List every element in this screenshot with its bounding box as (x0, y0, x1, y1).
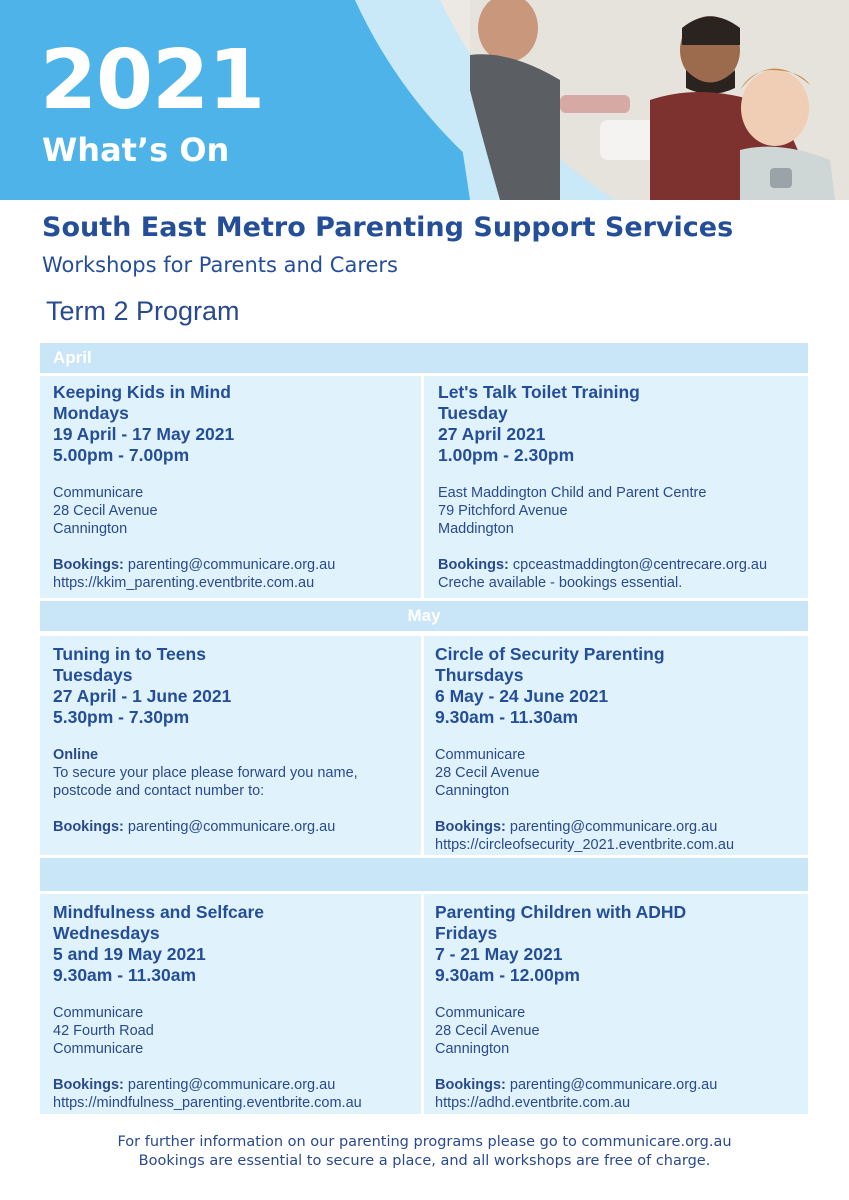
organization-title: South East Metro Parenting Support Services (42, 212, 734, 243)
instruction-line: To secure your place please forward you name, (53, 765, 358, 781)
bookings-email[interactable]: parenting@communicare.org.au (127, 557, 336, 573)
month-bar-blank (40, 858, 808, 891)
workshop-card (424, 376, 808, 598)
workshop-title: Mindfulness and Selfcare (53, 902, 265, 922)
workshop-dates: 27 April - 1 June 2021 (53, 686, 232, 706)
location-line: Communicare (53, 1041, 144, 1057)
workshop-time: 9.30am - 11.30am (53, 965, 197, 985)
month-bar-april: April (40, 343, 808, 373)
creche-note: Creche available - bookings essential. (438, 575, 683, 591)
organization-subtitle: Workshops for Parents and Carers (42, 253, 398, 277)
bookings-email[interactable]: parenting@communicare.org.au (509, 1077, 718, 1093)
workshop-card (424, 894, 808, 1114)
bookings-email[interactable]: parenting@communicare.org.au (127, 819, 336, 835)
location-line: 79 Pitchford Avenue (438, 503, 568, 519)
footer-note: Bookings are essential to secure a place, and all workshops are free of charge. (138, 1153, 711, 1169)
year-heading: 2021 (40, 33, 265, 128)
workshop-card (424, 636, 808, 855)
workshop-day: Thursdays (435, 665, 524, 685)
booking-link[interactable]: https://kkim_parenting.eventbrite.com.au (53, 575, 315, 591)
location-line: 42 Fourth Road (53, 1023, 154, 1039)
location-line: 28 Cecil Avenue (435, 1023, 540, 1039)
location-line: Cannington (435, 1041, 510, 1057)
workshop-time: 5.00pm - 7.00pm (53, 445, 190, 465)
workshop-dates: 6 May - 24 June 2021 (435, 686, 609, 706)
booking-link[interactable]: https://adhd.eventbrite.com.au (435, 1095, 631, 1111)
workshop-card (40, 894, 421, 1114)
location-line: East Maddington Child and Parent Centre (438, 485, 707, 501)
online-label: Online (53, 747, 99, 763)
month-bar-may: May (40, 601, 808, 631)
bookings-label: Bookings: (435, 1077, 506, 1093)
location-line: Communicare (53, 485, 144, 501)
header-banner (0, 0, 849, 200)
workshop-title: Parenting Children with ADHD (435, 902, 687, 922)
parent-child-photo (440, 0, 849, 200)
workshop-day: Fridays (435, 923, 498, 943)
location-line: Cannington (435, 783, 510, 799)
workshop-card (40, 636, 421, 855)
workshop-day: Tuesdays (53, 665, 133, 685)
bookings-label: Bookings: (53, 1077, 124, 1093)
bookings-label: Bookings: (435, 819, 506, 835)
location-line: Communicare (435, 747, 526, 763)
workshop-day: Wednesdays (53, 923, 160, 943)
workshop-time: 9.30am - 12.00pm (435, 965, 580, 985)
location-line: 28 Cecil Avenue (435, 765, 540, 781)
workshop-title: Let's Talk Toilet Training (438, 382, 640, 402)
workshop-day: Tuesday (438, 403, 508, 423)
instruction-line: postcode and contact number to: (53, 783, 265, 799)
workshop-title: Keeping Kids in Mind (53, 382, 231, 402)
program-title: Term 2 Program (46, 296, 240, 326)
bookings-email[interactable]: parenting@communicare.org.au (509, 819, 718, 835)
booking-link[interactable]: https://circleofsecurity_2021.eventbrite.com.au (435, 837, 735, 853)
workshop-dates: 27 April 2021 (438, 424, 546, 444)
workshop-title: Circle of Security Parenting (435, 644, 665, 664)
whats-on-heading: What’s On (42, 131, 230, 169)
workshop-dates: 19 April - 17 May 2021 (53, 424, 235, 444)
workshop-card (40, 376, 421, 598)
location-line: Communicare (53, 1005, 144, 1021)
workshop-day: Mondays (53, 403, 129, 423)
workshop-dates: 7 - 21 May 2021 (435, 944, 563, 964)
bookings-label: Bookings: (53, 819, 124, 835)
location-line: 28 Cecil Avenue (53, 503, 158, 519)
location-line: Maddington (438, 521, 514, 537)
bookings-label: Bookings: (438, 557, 509, 573)
booking-link[interactable]: https://mindfulness_parenting.eventbrite.com.au (53, 1095, 362, 1111)
bookings-email[interactable]: cpceastmaddington@centrecare.org.au (512, 557, 768, 573)
location-line: Communicare (435, 1005, 526, 1021)
workshop-title: Tuning in to Teens (53, 644, 206, 664)
workshop-time: 9.30am - 11.30am (435, 707, 579, 727)
bookings-label: Bookings: (53, 557, 124, 573)
bookings-email[interactable]: parenting@communicare.org.au (127, 1077, 336, 1093)
workshop-dates: 5 and 19 May 2021 (53, 944, 206, 964)
footer-info: For further information on our parenting programs please go to communicare.org.au (117, 1134, 732, 1150)
workshop-time: 1.00pm - 2.30pm (438, 445, 575, 465)
location-line: Cannington (53, 521, 128, 537)
workshop-time: 5.30pm - 7.30pm (53, 707, 190, 727)
